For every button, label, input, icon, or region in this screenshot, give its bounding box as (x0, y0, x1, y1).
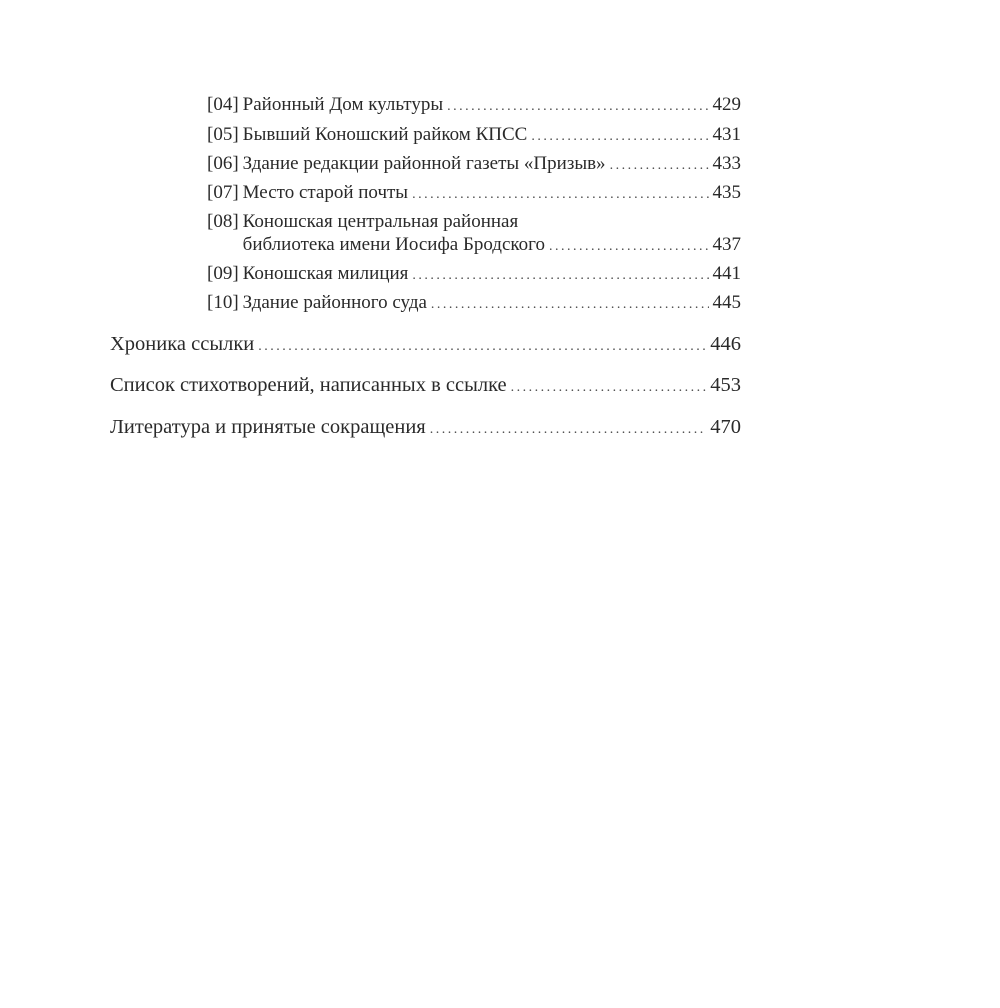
toc-entry-06 (207, 153, 741, 175)
toc-entry-08 (207, 234, 741, 256)
entry-number: [04] (207, 94, 239, 115)
entry-number: [10] (207, 292, 239, 313)
dot-leader (412, 187, 708, 203)
entry-title: Место старой почты (242, 182, 409, 203)
toc-entry-05 (207, 124, 741, 146)
entry-number: [09] (207, 263, 239, 284)
entry-title: библиотека имени Иосифа Бродского (242, 234, 545, 255)
dot-leader (447, 99, 708, 115)
entry-page-number: 431 (712, 124, 741, 145)
entry-number: [05] (207, 124, 239, 145)
dot-leader (430, 422, 707, 438)
toc-entry-poems-list (110, 374, 741, 397)
dot-leader (511, 380, 707, 396)
entry-title: Хроника ссылки (110, 333, 255, 355)
entry-page-number: 453 (710, 374, 741, 396)
toc-entry-chronicle (110, 333, 741, 356)
entry-page-number: 433 (712, 153, 741, 174)
toc-entry-literature (110, 416, 741, 439)
dot-leader (610, 158, 709, 174)
entry-title: Коношская милиция (242, 263, 409, 284)
entry-page-number: 441 (712, 263, 741, 284)
entry-page-number: 470 (710, 416, 741, 438)
dot-leader (412, 268, 708, 284)
toc-entry-04 (207, 94, 741, 116)
entry-title: Районный Дом культуры (242, 94, 444, 115)
entry-title: Список стихотворений, написанных в ссылке (110, 374, 507, 396)
entry-page-number: 435 (712, 182, 741, 203)
entry-number: [06] (207, 153, 239, 174)
toc-entry-08-line1 (207, 211, 741, 233)
entry-title: Здание редакции районной газеты «Призыв» (242, 153, 606, 174)
entry-page-number: 445 (712, 292, 741, 313)
entry-title-line1: Коношская центральная районная (242, 211, 519, 232)
dot-leader (531, 129, 708, 145)
dot-leader (431, 297, 709, 313)
toc-entry-07 (207, 182, 741, 204)
entry-page-number: 429 (712, 94, 741, 115)
entry-page-number: 446 (710, 333, 741, 355)
entry-page-number: 437 (712, 234, 741, 255)
toc-entry-09 (207, 263, 741, 285)
entry-title: Бывший Коношский райком КПСС (242, 124, 528, 145)
entry-number: [08] (207, 211, 239, 232)
entry-title: Здание районного суда (242, 292, 427, 313)
dot-leader (258, 339, 706, 355)
toc-entry-10 (207, 292, 741, 314)
entry-number: [07] (207, 182, 239, 203)
entry-title: Литература и принятые сокращения (110, 416, 426, 438)
dot-leader (549, 239, 709, 255)
